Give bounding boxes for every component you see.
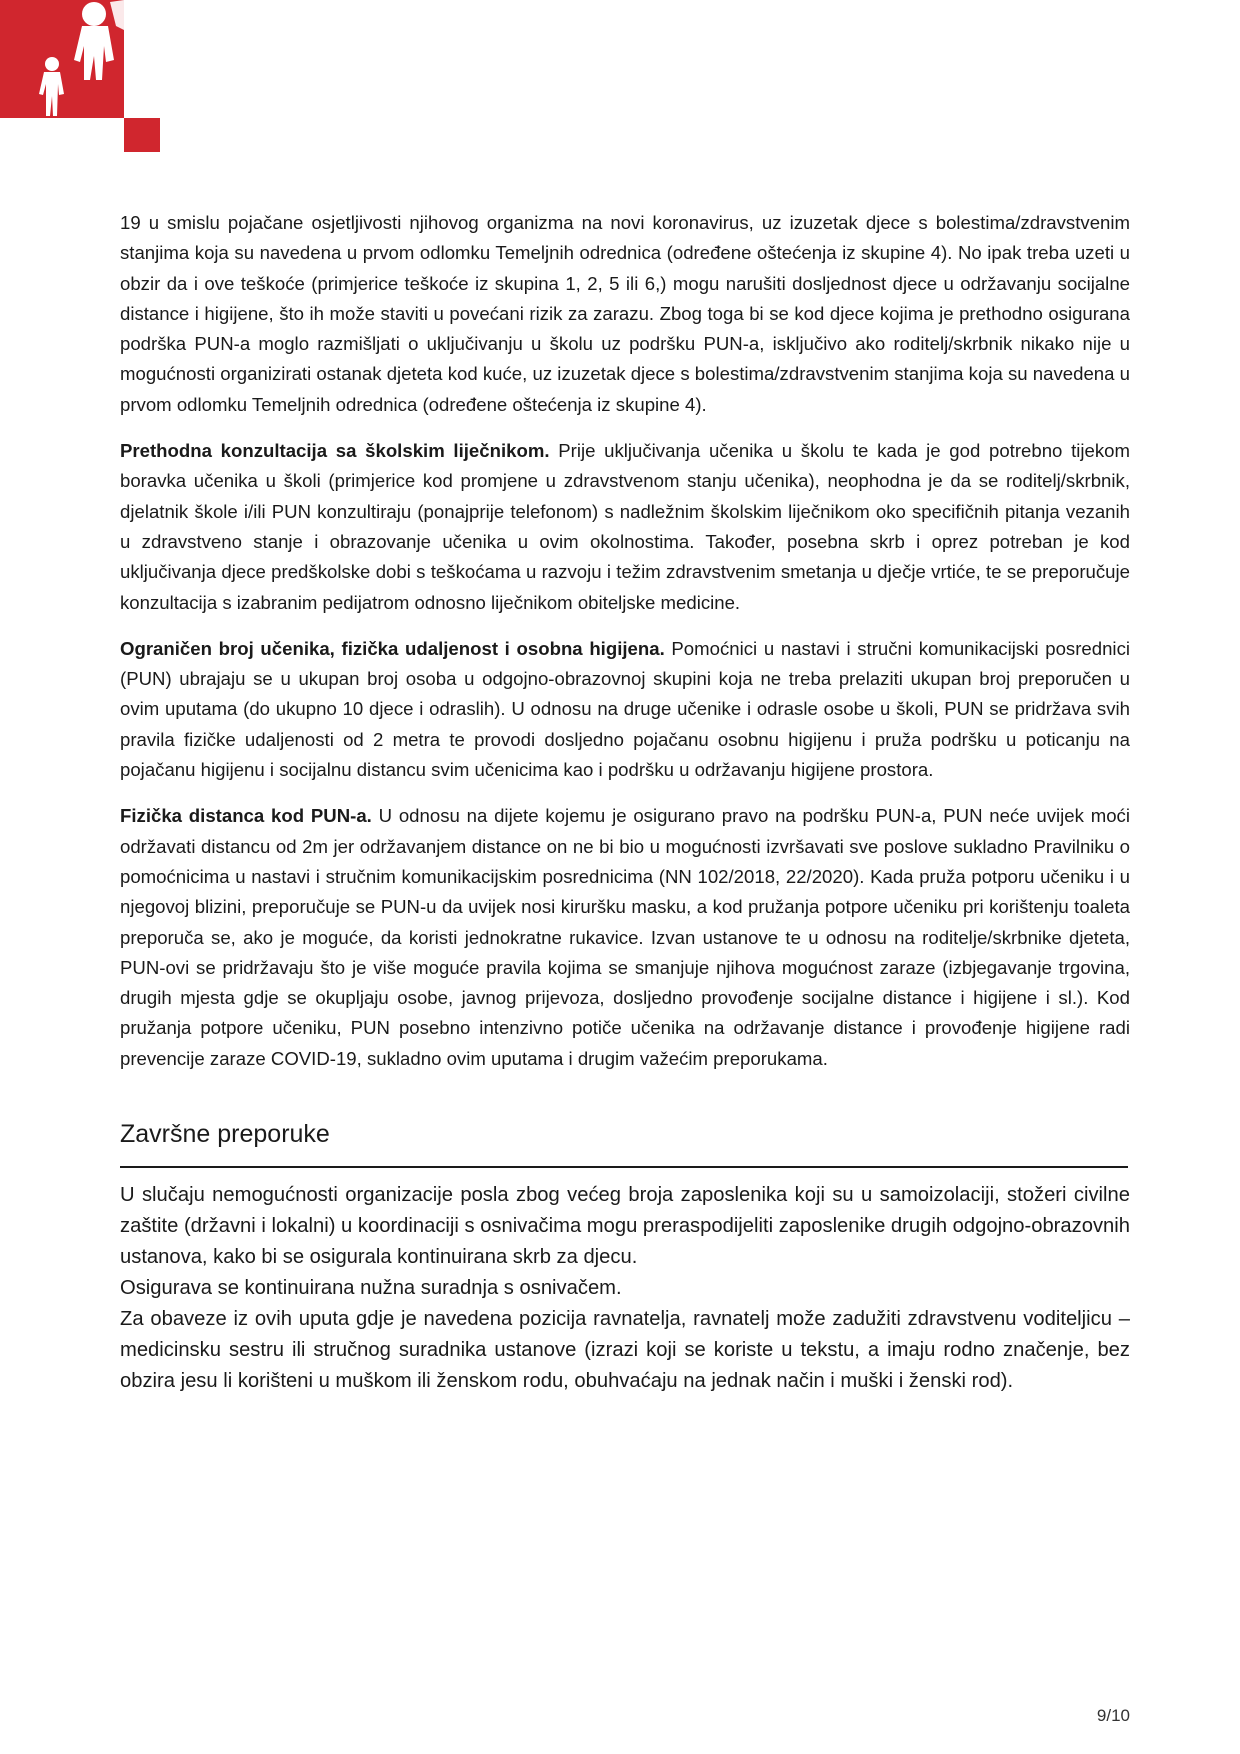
- paragraph-1: [120, 208, 1130, 420]
- document-body: [120, 208, 1130, 1397]
- section-title: Završne preporuke: [120, 1120, 330, 1149]
- page-number: 9/10: [1096, 1706, 1130, 1725]
- paragraph-consultation-lead: Prethodna konzultacija sa školskim liječnikom.: [120, 440, 550, 462]
- paragraph-consultation-text: Prije uključivanja učenika u školu te kada je god potrebno tijekom boravka učenika u školi (primjerice kod promjene u zdravstvenom stanju učenika), neophodna je da se roditelj/skrbnik, djelatnik škole i/ili PUN konzultiraju (ponajprije telefonom) s nadležnim školskim liječnikom oko specifičnih pitanja vezanih u zdravstveno stanje i obrazovanje učenika u ovim okolnostima. Također, posebna skrb i oprez potreban je kod uključivanja djece predškolske dobi s teškoćama u razvoju i težim zdravstvenim smetanja u dječje vrtiće, te se preporučuje konzultacija s izabranim pedijatrom odnosno liječnikom obiteljske medicine.: [120, 440, 1130, 613]
- paragraph-limited-number: [120, 634, 1130, 785]
- logo: [0, 0, 160, 160]
- paragraph-1-text: 19 u smislu pojačane osjetljivosti njihovog organizma na novi koronavirus, uz izuzetak djece s bolestima/zdravstvenim stanjima koja su navedena u prvom odlomku Temeljnih odrednica (određene oštećenja iz skupine 4). No ipak treba uzeti u obzir da i ove teškoće (primjerice teškoće iz skupina 1, 2, 5 ili 6,) mogu narušiti dosljednost djece u održavanju socijalne distance i higijene, što ih može staviti u povećani rizik za zarazu. Zbog toga bi se kod djece kojima je prethodno osigurana podrška PUN-a moglo razmišljati o uključivanju u školu uz podršku PUN-a, isključivo ako roditelj/skrbnik nikako nije u mogućnosti organizirati ostanak djeteta kod kuće, uz izuzetak djece s bolestima/zdravstvenim stanjima koja su navedena u prvom odlomku Temeljnih odrednica (određene oštećenja iz skupine 4).: [120, 212, 1130, 415]
- paragraph-limited-number-text: Pomoćnici u nastavi i stručni komunikacijski posrednici (PUN) ubrajaju se u ukupan broj osoba u odgojno-obrazovnoj skupini koja ne treba prelaziti ukupan broj preporučen u ovim uputama (do ukupno 10 djece i odraslih). U odnosu na druge učenike i odrasle osobe u školi, PUN se pridržava svih pravila fizičke udaljenosti od 2 metra te provodi dosljedno pojačanu osobnu higijenu i pruža podršku u poticanju na pojačanu higijenu i socijalnu distancu svim učenicima kao i podršku u održavanju higijene prostora.: [120, 637, 1130, 781]
- logo-red-square: [124, 118, 160, 152]
- paragraph-consultation: [120, 436, 1130, 618]
- final-paragraph-3: Za obaveze iz ovih uputa gdje je navedena pozicija ravnatelja, ravnatelj može zadužiti zdravstvenu voditeljicu – medicinsku sestru ili stručnog suradnika ustanove (izrazi koji se koriste u tekstu, a imaju rodno značenje, bez obzira jesu li korišteni u muškom ili ženskom rodu, obuhvaćaju na jednak način i muški i ženski rod).: [120, 1308, 1130, 1393]
- final-paragraph-1: U slučaju nemogućnosti organizacije posla zbog većeg broja zaposlenika koji su u samoizolaciji, stožeri civilne zaštite (državni i lokalni) u koordinaciji s osnivačima mogu preraspodijeliti zaposlenike drugih odgojno-obrazovnih ustanova, kako bi se osigurala kontinuirana skrb za djecu.: [120, 1184, 1130, 1269]
- final-paragraph-2: Osigurava se kontinuirana nužna suradnja s osnivačem.: [120, 1277, 622, 1300]
- logo-people-silhouettes-icon: [30, 0, 124, 118]
- paragraph-limited-number-lead: Ograničen broj učenika, fizička udaljenost i osobna higijena.: [120, 637, 665, 659]
- section-rule: [120, 1166, 1128, 1168]
- paragraph-physical-distance-text: U odnosu na dijete kojemu je osigurano pravo na podršku PUN-a, PUN neće uvijek moći održavati distancu od 2m jer održavanjem distance on ne bi bio u mogućnosti izvršavati sve poslove sukladno Pravilniku o pomoćnicima u nastavi i stručnim komunikacijskim posrednicima (NN 102/2018, 22/2020). Kada pruža potporu učeniku i u njegovoj blizini, preporučuje se PUN-u da uvijek nosi kiruršku masku, a kod pružanja potpore učeniku pri korištenju toaleta preporuča se, ako je moguće, da koristi jednokratne rukavice. Izvan ustanove te u odnosu na roditelje/skrbnike djeteta, PUN-ovi se pridržavaju što je više moguće pravila kojima se smanjuje njihova mogućnost zaraze (izbjegavanje trgovina, drugih mjesta gdje se okupljaju osobe, javnog prijevoza, dosljedno provođenje socijalne distance i higijene i sl.). Kod pružanja potpore učeniku, PUN posebno intenzivno potiče učenika na održavanje distance i provođenje higijene radi prevencije zaraze COVID-19, sukladno ovim uputama i drugim važećim preporukama.: [120, 805, 1130, 1069]
- section-heading: [120, 1120, 1130, 1180]
- paragraph-physical-distance: [120, 801, 1130, 1074]
- paragraph-physical-distance-lead: Fizička distanca kod PUN-a.: [120, 805, 372, 827]
